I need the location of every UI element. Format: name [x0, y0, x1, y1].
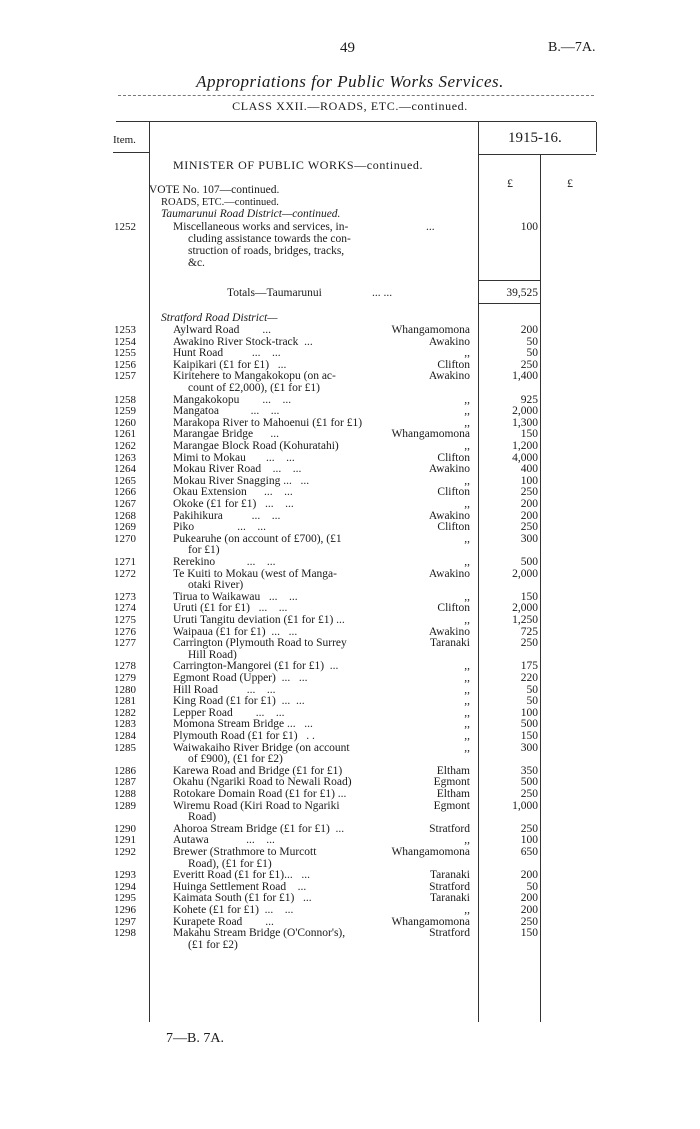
district-name: Eltham [436, 764, 470, 777]
item-description: Carrington (Plymouth Road to Surrey [173, 637, 347, 650]
item-description: Ahoroa Stream Bridge (£1 for £1) ... [173, 822, 345, 835]
item-description: Uruti (£1 for £1) ... ... [173, 602, 288, 615]
item-description: Te Kuiti to Mokau (west of Manga- [173, 567, 337, 580]
taumarunui-heading: Taumarunui Road District—continued. [161, 208, 341, 220]
item-number: 1289 [114, 799, 136, 812]
district-name: Whangamomona [391, 324, 470, 336]
item-description: Everitt Road (£1 for £1)... ... [173, 869, 311, 882]
item-amount: 175 [520, 660, 538, 673]
item-column-divider [149, 122, 150, 1022]
item-description: Makahu Stream Bridge (O'Connor's), [173, 927, 346, 940]
item-number: 1254 [114, 335, 136, 348]
item-amount: 50 [526, 695, 538, 708]
item-description: Kurapete Road ... [173, 915, 280, 928]
item-amount: 200 [520, 509, 538, 522]
amount-column-left-divider [478, 122, 479, 1022]
item-number: 1266 [114, 486, 136, 499]
item-amount: 500 [520, 556, 538, 568]
item-number: 1283 [114, 718, 136, 731]
item-number: 1265 [114, 474, 136, 487]
item-amount: 50 [526, 683, 538, 696]
district-name: ,, [464, 405, 470, 418]
misc-description-line: &c. [188, 257, 205, 269]
item-number: 1298 [114, 927, 136, 940]
item-description: Okahu (Ngariki Road to Newali Road) [173, 776, 352, 789]
item-description: Kohete (£1 for £1) ... ... [173, 904, 294, 916]
item-number: 1293 [114, 869, 136, 882]
amount-column-middle-divider [540, 155, 541, 1022]
item-number: 1263 [114, 451, 136, 464]
item-amount: 250 [520, 486, 538, 499]
district-name: Clifton [437, 451, 470, 464]
item-number: 1284 [114, 730, 136, 742]
item-description: Mokau River Road ... ... [173, 463, 302, 476]
stratford-heading: Stratford Road District— [161, 312, 278, 324]
district-name: ,, [464, 416, 470, 429]
district-name: Awakino [428, 463, 470, 476]
item-number: 1267 [114, 498, 136, 510]
misc-description-line: cluding assistance towards the con- [188, 233, 351, 245]
item-amount: 250 [520, 521, 538, 534]
item-number: 1281 [114, 695, 136, 708]
item-column-header: Item. [113, 134, 136, 146]
item-number: 1291 [114, 834, 136, 847]
item-amount: 100 [520, 834, 538, 847]
year-header-rule [478, 154, 596, 155]
item-number: 1269 [114, 521, 136, 534]
item-number: 1278 [114, 660, 136, 673]
item-amount: 1,300 [512, 416, 538, 429]
item-number: 1295 [114, 892, 136, 905]
item-description: Road) [188, 811, 217, 824]
item-description: Waipaua (£1 for £1) ... ... [173, 625, 298, 638]
header-dashed-rule [118, 95, 594, 96]
item-description: Awakino River Stock-track ... [173, 335, 313, 348]
item-description: Huinga Settlement Road ... [173, 880, 307, 893]
item-description: Marakopa River to Mahoenui (£1 for £1) [173, 416, 363, 429]
header-top-rule [116, 121, 596, 122]
item-number: 1287 [114, 776, 136, 789]
item-amount: 500 [520, 776, 538, 789]
item-number: 1258 [114, 393, 136, 406]
item-amount: 1,250 [512, 614, 538, 626]
item-number: 1286 [114, 764, 136, 777]
item-number: 1288 [114, 788, 136, 800]
item-description: Wiremu Road (Kiri Road to Ngariki [173, 799, 340, 812]
item-amount: 150 [520, 590, 538, 603]
item-number: 1276 [114, 625, 136, 638]
item-description: Kaipikari (£1 for £1) ... [173, 358, 295, 371]
item-amount: 1,000 [512, 799, 538, 812]
item-amount: 650 [520, 846, 538, 858]
item-description: Karewa Road and Bridge (£1 for £1) [173, 764, 343, 777]
item-description: Kaimata South (£1 for £1) ... [173, 892, 312, 905]
item-number: 1253 [114, 324, 136, 336]
district-name: Egmont [433, 776, 470, 789]
district-name: ,, [464, 672, 470, 684]
district-name: ,, [464, 532, 470, 545]
item-description: Uruti Tangitu deviation (£1 for £1) ... [173, 614, 345, 626]
misc-dots: ... [426, 221, 435, 233]
item-description: Plymouth Road (£1 for £1) . . [173, 730, 315, 742]
item-number: 1271 [114, 556, 136, 568]
document-reference: B.—7A. [548, 40, 596, 55]
roads-heading: ROADS, ETC.—continued. [161, 197, 279, 208]
item-number: 1290 [114, 822, 136, 835]
district-name: ,, [464, 718, 470, 731]
item-amount: 200 [520, 324, 538, 336]
item-amount: 4,000 [512, 451, 538, 464]
district-name: Whangamomona [391, 428, 470, 441]
item-description: Lepper Road ... ... [173, 706, 285, 719]
district-name: ,, [464, 393, 470, 406]
item-amount: 250 [520, 822, 538, 835]
district-name: Whangamomona [391, 915, 470, 928]
district-name: Awakino [428, 567, 470, 580]
district-name: Taranaki [429, 869, 470, 882]
district-name: ,, [464, 660, 470, 673]
item-number: 1268 [114, 509, 136, 522]
misc-description-line: Miscellaneous works and services, in- [173, 221, 349, 233]
district-name: ,, [464, 904, 470, 916]
item-amount: 220 [520, 672, 538, 684]
misc-amount: 100 [520, 221, 538, 233]
district-name: ,, [464, 683, 470, 696]
item-number: 1296 [114, 904, 136, 916]
item-number: 1262 [114, 440, 136, 452]
year-column-header: 1915-16. [508, 130, 562, 146]
item-description: count of £2,000), (£1 for £1) [188, 382, 320, 394]
item-amount: 200 [520, 869, 538, 882]
item-amount: 300 [520, 532, 538, 545]
item-description: Autawa ... ... [173, 834, 275, 847]
item-description: Road), (£1 for £1) [188, 857, 272, 870]
item-description: Pukearuhe (on account of £700), (£1 [173, 532, 342, 545]
item-description: Okau Extension ... ... [173, 486, 293, 499]
item-description: Kiritehere to Mangakokopu (on ac- [173, 370, 336, 383]
item-number: 1282 [114, 706, 136, 719]
district-name: Stratford [429, 822, 470, 835]
item-amount: 1,200 [512, 440, 538, 452]
district-name: Taranaki [429, 892, 470, 905]
district-name: Awakino [428, 370, 470, 383]
item-description: Aylward Road ... [173, 324, 280, 336]
item-number: 1285 [114, 741, 136, 754]
misc-description-line: struction of roads, bridges, tracks, [188, 245, 345, 257]
page-subtitle: CLASS XXII.—ROADS, ETC.—continued. [232, 99, 468, 113]
district-name: Egmont [433, 799, 470, 812]
item-amount: 1,400 [512, 370, 538, 383]
item-number: 1280 [114, 683, 136, 696]
district-name: ,, [464, 730, 470, 742]
vote-heading: VOTE No. 107—continued. [149, 184, 280, 196]
item-description: of £900), (£1 for £2) [188, 753, 283, 766]
district-name: ,, [464, 347, 470, 360]
item-description: Egmont Road (Upper) ... ... [173, 672, 308, 684]
district-name: Clifton [437, 486, 470, 499]
item-number: 1261 [114, 428, 136, 441]
item-description: Momona Stream Bridge ... ... [173, 718, 313, 731]
item-number: 1256 [114, 358, 136, 371]
item-amount: 50 [526, 880, 538, 893]
item-description: Piko ... ... [173, 521, 266, 534]
item-description: Carrington-Mangorei (£1 for £1) ... [173, 660, 339, 673]
totals-dots: ... ... [372, 287, 393, 299]
item-amount: 2,000 [512, 602, 538, 615]
item-description: Waiwakaiho River Bridge (on account [173, 741, 350, 754]
item-description: Hill Road ... ... [173, 683, 276, 696]
item-number: 1272 [114, 567, 136, 580]
item-amount: 200 [520, 498, 538, 510]
item-amount: 150 [520, 730, 538, 742]
item-amount: 50 [526, 347, 538, 360]
item-number: 1260 [114, 416, 136, 429]
item-description: Pakihikura ... ... [173, 509, 281, 522]
item-number: 1259 [114, 405, 136, 418]
item-number: 1270 [114, 532, 136, 545]
item-number: 1292 [114, 846, 136, 858]
item-amount: 100 [520, 474, 538, 487]
district-name: Stratford [429, 880, 470, 893]
pound-symbol: £ [567, 176, 573, 190]
item-description: Rerekino ... ... [173, 556, 276, 568]
item-description: Mangakokopu ... ... [173, 393, 292, 406]
totals-label: Totals—Taumarunui [227, 287, 322, 299]
item-description: Mokau River Snagging ... ... [173, 474, 310, 487]
item-amount: 250 [520, 915, 538, 928]
item-number: 1273 [114, 590, 136, 603]
item-description: Mimi to Mokau ... ... [173, 451, 295, 464]
totals-bottom-rule [478, 303, 540, 304]
item-amount: 2,000 [512, 405, 538, 418]
item-description: Brewer (Strathmore to Murcott [173, 846, 317, 858]
item-description: (£1 for £2) [188, 938, 238, 951]
item-number: 1264 [114, 463, 136, 476]
page-number: 49 [340, 40, 355, 56]
item-description: Mangatoa ... ... [173, 405, 280, 418]
district-name: Stratford [429, 927, 470, 940]
district-name: ,, [464, 440, 470, 452]
item-amount: 400 [520, 463, 538, 476]
item-description: otaki River) [188, 579, 244, 592]
district-name: Whangamomona [391, 846, 470, 858]
item-amount: 925 [520, 393, 538, 406]
item-amount: 150 [520, 927, 538, 940]
item-amount: 100 [520, 706, 538, 719]
item-amount: 200 [520, 892, 538, 905]
district-name: Awakino [428, 625, 470, 638]
district-name: ,, [464, 741, 470, 754]
item-header-rule [113, 152, 149, 153]
item-description: King Road (£1 for £1) ... ... [173, 695, 305, 708]
item-number: 1255 [114, 347, 136, 360]
item-number: 1275 [114, 614, 136, 626]
item-number: 1257 [114, 370, 136, 383]
item-description: Marangae Bridge ... [173, 428, 285, 441]
district-name: ,, [464, 614, 470, 626]
page-title: Appropriations for Public Works Services. [196, 72, 504, 91]
district-name: ,, [464, 706, 470, 719]
footer-reference: 7—B. 7A. [166, 1031, 224, 1046]
district-name: Eltham [436, 788, 470, 800]
item-amount: 150 [520, 428, 538, 441]
totals-top-rule [478, 280, 540, 281]
district-name: ,, [464, 834, 470, 847]
item-number: 1277 [114, 637, 136, 650]
district-name: ,, [464, 474, 470, 487]
item-amount: 50 [526, 335, 538, 348]
district-name: Taranaki [429, 637, 470, 650]
district-name: ,, [464, 556, 470, 568]
item-description: for £1) [188, 544, 220, 557]
item-amount: 725 [520, 625, 538, 638]
district-name: Clifton [437, 602, 470, 615]
item-amount: 300 [520, 741, 538, 754]
item-amount: 200 [520, 904, 538, 916]
district-name: ,, [464, 590, 470, 603]
item-amount: 350 [520, 764, 538, 777]
item-amount: 250 [520, 788, 538, 800]
page-right-divider [596, 122, 597, 152]
district-name: ,, [464, 695, 470, 708]
totals-amount: 39,525 [506, 287, 538, 299]
item-number: 1274 [114, 602, 136, 615]
district-name: Awakino [428, 335, 470, 348]
district-name: ,, [464, 498, 470, 510]
item-description: Okoke (£1 for £1) ... ... [173, 498, 294, 510]
item-amount: 2,000 [512, 567, 538, 580]
item-description: Marangae Block Road (Kohuratahi) [173, 440, 339, 452]
district-name: Clifton [437, 358, 470, 371]
item-description: Rotokare Domain Road (£1 for £1) ... [173, 788, 347, 800]
item-description: Tirua to Waikawau ... ... [173, 590, 298, 603]
district-name: Awakino [428, 509, 470, 522]
item-amount: 500 [520, 718, 538, 731]
item-number: 1297 [114, 915, 136, 928]
item-number: 1294 [114, 880, 136, 893]
item-description: Hunt Road ... ... [173, 347, 281, 360]
item-amount: 250 [520, 637, 538, 650]
item-amount: 250 [520, 358, 538, 371]
item-description: Hill Road) [188, 648, 237, 661]
minister-heading: MINISTER OF PUBLIC WORKS—continued. [173, 158, 424, 172]
item-number: 1279 [114, 672, 136, 684]
pound-symbol: £ [507, 176, 513, 190]
item-number: 1252 [114, 221, 136, 233]
district-name: Clifton [437, 521, 470, 534]
